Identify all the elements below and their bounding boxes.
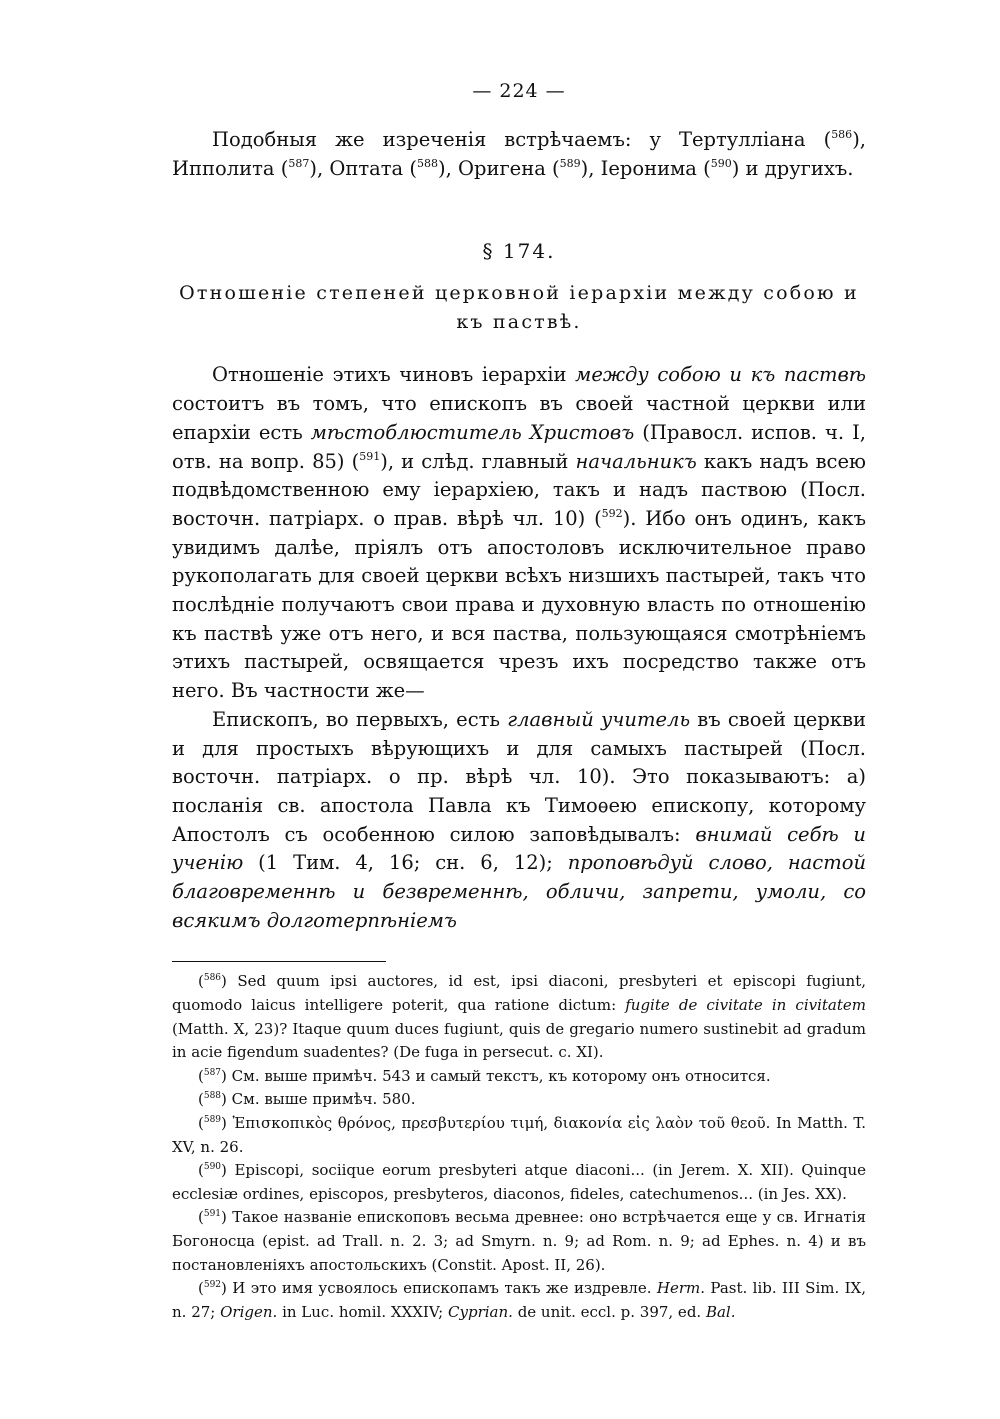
- emphasis: fugite de civitate in civitatem: [625, 996, 866, 1015]
- body-paragraph: Епископъ, во первыхъ, есть главный учитель въ своей церкви и для простыхъ вѣрующихъ и для самыхъ пастырей (Посл. восточн. патріарх. о пр. вѣрѣ чл. 10). Это показываютъ: а) посланія св. апостола Павла къ Тимоѳею епископу, которому Апостолъ съ особенною силою заповѣдывалъ: внимай себѣ и ученію (1 Тим. 4, 16; сн. 6, 12); проповѣдуй слово, настой благовременнѣ и безвременнѣ, обличи, запрети, умоли, со всякимъ долготерпѣніемъ: [172, 707, 866, 932]
- emphasis: мѣстоблюститель Христовъ: [310, 420, 635, 444]
- section-number: § 174.: [482, 239, 556, 264]
- emphasis: внимай себѣ и ученію: [172, 822, 866, 875]
- footnote-number: 588: [203, 1091, 222, 1102]
- page-number: — 224 —: [472, 80, 566, 102]
- footnote-586: ($^{586}$) Sed quum ipsi auctores, id est, ipsi diaconi, presbyteri et episcopi fugiunt, quomodo laicus intelligere poterit, qua ratione dictum: fugite de civitate in civitatem (Matth. X, 23)? Itaque quum duces fugiunt, quis de gregario numero sustinebit ad gradum in acie figendum suadentes? (De fuga in persecut. c. XI).: [172, 972, 866, 1062]
- footnote-592: ($^{592}$) И это имя усвоялось епископамъ такъ же издревле. Herm. Past. lib. III Sim. IX, n. 27; Origen. in Luc. homil. XXXIV; Cyprian. de unit. eccl. p. 397, ed. Bal.: [172, 1279, 867, 1321]
- footnote-divider: [172, 961, 386, 962]
- body-paragraph: Отношеніе этихъ чиновъ іерархіи между собою и къ паствѣ состоитъ въ томъ, что епископъ въ своей частной церкви или епархіи есть мѣстоблюститель Христовъ (Правосл. испов. ч. I, отв. на вопр. 85) ($^{591}$), и слѣд. главный начальникъ какъ надъ всею подвѣдомственною ему іерархіею, такъ и надъ паствою (Посл. восточн. патріарх. о прав. вѣрѣ чл. 10) ($^{592}$). Ибо онъ одинъ, какъ увидимъ далѣе, пріялъ отъ апостоловъ исключительное право рукополагать для своей церкви всѣхъ низшихъ пастырей, такъ что послѣдніе получаютъ свои права и духовную власть по отношенію къ паствѣ уже отъ него, и вся паства, пользующаяся смотрѣніемъ этихъ пастырей, освящается чрезъ ихъ посредство также отъ него. Въ частности же—: [172, 363, 867, 703]
- emphasis: главный учитель: [507, 707, 691, 731]
- footnote-ref[interactable]: 591: [359, 449, 381, 463]
- emphasis: проповѣдуй слово, настой благовременнѣ и безвременнѣ, обличи, запрети, умоли, со всякимъ долготерпѣніемъ: [172, 851, 866, 932]
- footnote-ref[interactable]: 588: [416, 156, 438, 170]
- emphasis: начальникъ: [575, 449, 697, 473]
- section-title-line: къ паствѣ.: [456, 311, 582, 334]
- section-title: [172, 279, 866, 337]
- footnote-587: ($^{587}$) См. выше примѣч. 543 и самый текстъ, къ которому онъ относится.: [198, 1066, 771, 1085]
- intro-paragraph: Подобныя же изреченія встрѣчаемъ: у Тертулліана ($^{586}$), Ипполита ($^{587}$), Оптата ($^{588}$), Оригена ($^{589}$), Іеронима ($^{590}$) и другихъ.: [172, 128, 866, 180]
- footnote-number: 587: [203, 1067, 222, 1078]
- footnote-ref[interactable]: 586: [831, 128, 853, 141]
- footnote-number: 592: [203, 1280, 222, 1291]
- section-title-line: Отношеніе степеней церковной іерархіи между собою и: [179, 282, 859, 305]
- emphasis: Origen.: [220, 1302, 278, 1321]
- emphasis: Cyprian.: [448, 1302, 513, 1321]
- footnote-ref[interactable]: 590: [710, 156, 732, 170]
- emphasis: между собою и къ паствѣ: [575, 363, 866, 387]
- footnote-590: ($^{590}$) Episcopi, sociique eorum presbyteri atque diaconi... (in Jerem. X. XII). Quinque ecclesiæ ordines, episcopos, presbyteros, diaconos, fideles, catechumenos... (in Jes. XX).: [172, 1161, 866, 1203]
- footnote-ref[interactable]: 587: [288, 156, 310, 170]
- footnote-589: ($^{589}$) Ἐπισκοπικὸς θρόνος, πρεσβυτερίου τιμή, διακονία εἰς λαὸν τοῦ θεοῦ. In Matth. T. XV, n. 26.: [172, 1114, 866, 1156]
- book-page: [172, 80, 866, 1324]
- footnote-number: 586: [203, 973, 222, 984]
- emphasis: Herm.: [656, 1279, 705, 1298]
- footnotes: [172, 970, 866, 1324]
- footnote-number: 589: [203, 1115, 222, 1126]
- footnote-591: ($^{591}$) Такое названіе епископовъ весьма древнее: оно встрѣчается еще у св. Игнатія Богоносца (epist. ad Trall. n. 2. 3; ad Smyrn. n. 9; ad Rom. n. 9; ad Ephes. n. 4) и въ постановленіяхъ апостольскихъ (Constit. Apost. II, 26).: [172, 1208, 866, 1274]
- footnote-ref[interactable]: 589: [559, 156, 581, 170]
- footnote-588: ($^{588}$) См. выше примѣч. 580.: [198, 1090, 416, 1109]
- footnote-ref[interactable]: 592: [601, 506, 623, 520]
- footnote-number: 590: [203, 1162, 222, 1173]
- emphasis: Bal.: [705, 1302, 736, 1321]
- footnote-number: 591: [203, 1209, 222, 1220]
